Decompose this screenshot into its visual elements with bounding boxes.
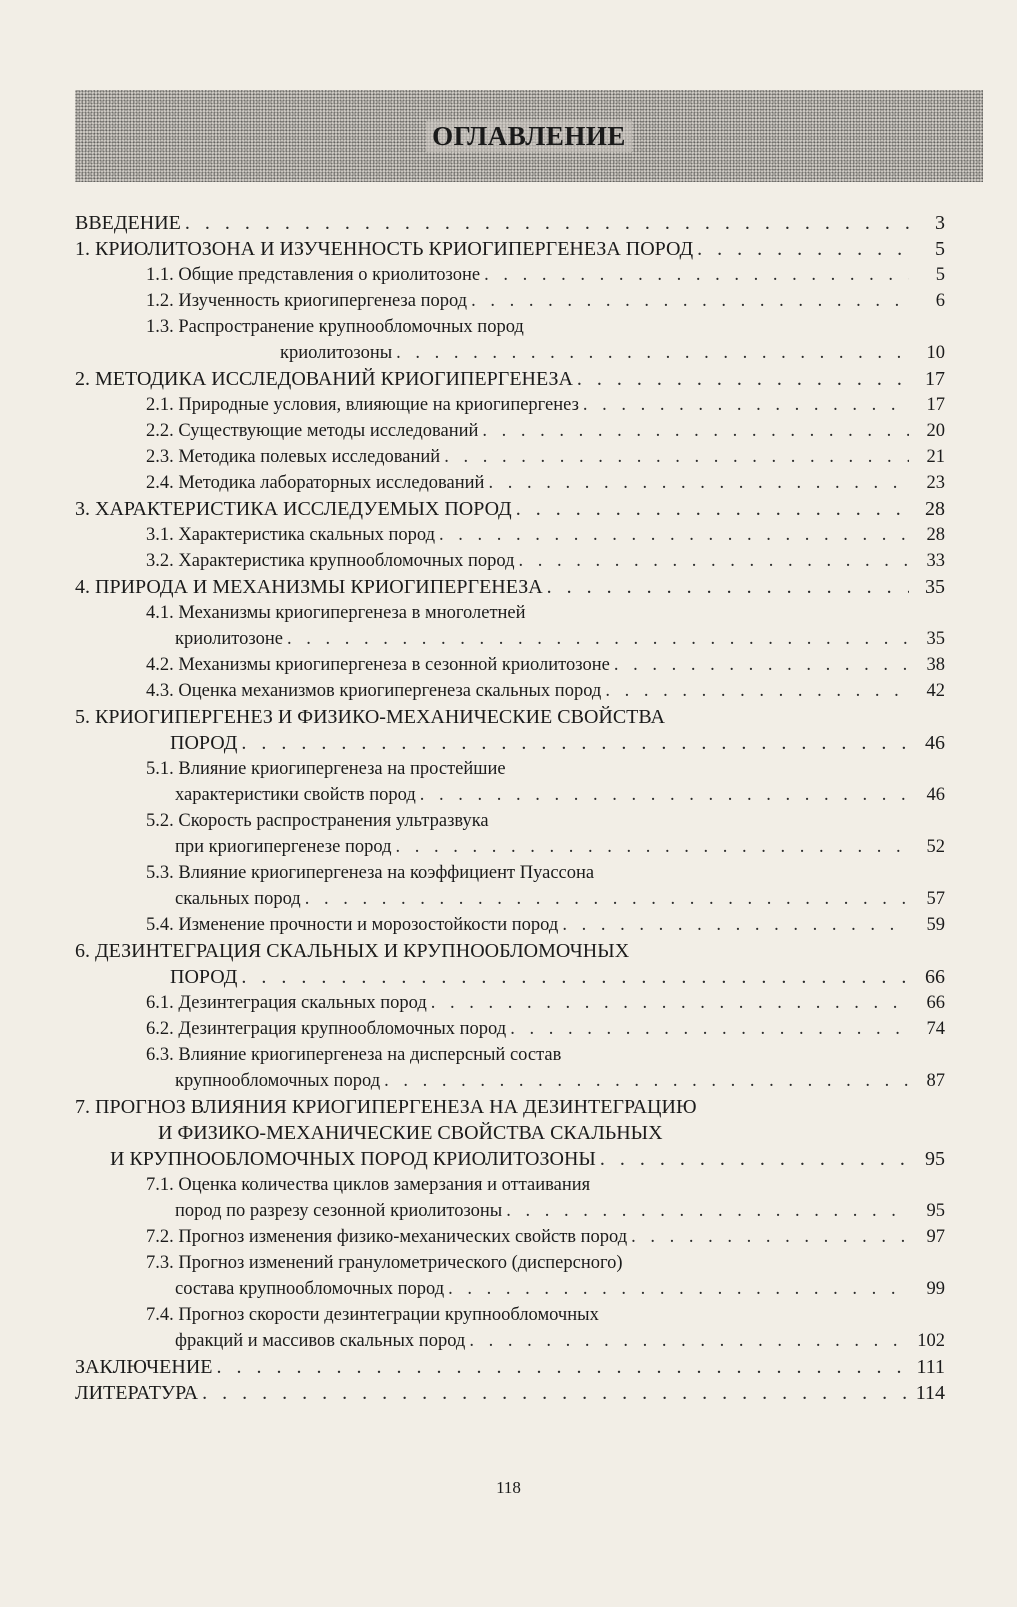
- toc-entry-title: фракций и массивов скальных пород: [175, 1331, 466, 1351]
- toc-entry-title: ВВЕДЕНИЕ: [75, 212, 181, 234]
- toc-entry-title: 4.1. Механизмы криогипергенеза в многолетней: [146, 603, 526, 623]
- toc-entry-title: 6.3. Влияние криогипергенеза на дисперсный состав: [146, 1045, 562, 1065]
- toc-page-number: 74: [926, 1019, 945, 1039]
- dot-leader: [444, 444, 909, 470]
- toc-entry-title: ЗАКЛЮЧЕНИЕ: [75, 1356, 213, 1378]
- dot-leader: [614, 652, 909, 678]
- toc-page-number: 52: [926, 837, 945, 857]
- toc-page-number: 102: [917, 1331, 945, 1351]
- toc-section-entry[interactable]: [75, 1016, 945, 1042]
- toc-page-number: 66: [925, 966, 945, 988]
- toc-page-number: 46: [926, 785, 945, 805]
- toc-section-entry[interactable]: [75, 548, 945, 574]
- toc-entry-title: И ФИЗИКО-МЕХАНИЧЕСКИЕ СВОЙСТВА СКАЛЬНЫХ: [158, 1122, 663, 1144]
- dot-leader: [484, 262, 909, 288]
- toc-entry-title: 3. ХАРАКТЕРИСТИКА ИССЛЕДУЕМЫХ ПОРОД: [75, 498, 512, 520]
- toc-chapter-entry[interactable]: [75, 1380, 945, 1406]
- toc-section-entry[interactable]: [75, 418, 945, 444]
- toc-page-number: 17: [925, 368, 945, 390]
- toc-section-entry[interactable]: [75, 1302, 945, 1354]
- dot-leader: [605, 678, 909, 704]
- toc-page-number: 97: [926, 1227, 945, 1247]
- toc-section-entry[interactable]: [75, 470, 945, 496]
- toc-section-entry[interactable]: [75, 990, 945, 1016]
- toc-entry-title: 1. КРИОЛИТОЗОНА И ИЗУЧЕННОСТЬ КРИОГИПЕРГЕНЕЗА ПОРОД: [75, 238, 694, 260]
- table-of-contents: [75, 210, 945, 1406]
- dot-leader: [510, 1016, 909, 1042]
- toc-page-number: 35: [926, 629, 945, 649]
- toc-chapter-entry[interactable]: [75, 210, 945, 236]
- toc-section-entry[interactable]: [75, 1250, 945, 1302]
- toc-chapter-entry[interactable]: [75, 574, 945, 600]
- dot-leader: [396, 340, 909, 366]
- toc-page-number: 35: [925, 576, 945, 598]
- toc-entry-title: криолитозоне: [175, 629, 283, 649]
- toc-entry-title: 5.4. Изменение прочности и морозостойкости пород: [146, 915, 559, 935]
- toc-entry-title: 2.3. Методика полевых исследований: [146, 447, 441, 467]
- dot-leader: [241, 730, 909, 756]
- dot-leader: [482, 418, 909, 444]
- toc-page-number: 46: [925, 732, 945, 754]
- dot-leader: [216, 1354, 909, 1380]
- toc-entry-title: характеристики свойств пород: [175, 785, 416, 805]
- toc-entry-title: 2.2. Существующие методы исследований: [146, 421, 479, 441]
- toc-chapter-entry[interactable]: [75, 1354, 945, 1380]
- dot-leader: [471, 288, 909, 314]
- toc-entry-title: пород по разрезу сезонной криолитозоны: [175, 1201, 503, 1221]
- dot-leader: [697, 236, 909, 262]
- toc-entry-title: 4.3. Оценка механизмов криогипергенеза скальных пород: [146, 681, 602, 701]
- toc-entry-title: 1.3. Распространение крупнообломочных пород: [146, 317, 524, 337]
- toc-section-entry[interactable]: [75, 392, 945, 418]
- toc-entry-title: криолитозоны: [280, 343, 393, 363]
- toc-section-entry[interactable]: [75, 314, 945, 366]
- toc-entry-title: И КРУПНООБЛОМОЧНЫХ ПОРОД КРИОЛИТОЗОНЫ: [110, 1148, 596, 1170]
- dot-leader: [516, 496, 909, 522]
- toc-page-number: 6: [935, 291, 945, 311]
- toc-page-number: 10: [926, 343, 945, 363]
- toc-entry-title: ПОРОД: [170, 732, 238, 754]
- toc-page-number: 87: [926, 1071, 945, 1091]
- toc-entry-title: 2. МЕТОДИКА ИССЛЕДОВАНИЙ КРИОГИПЕРГЕНЕЗА: [75, 368, 573, 390]
- toc-entry-title: 7.3. Прогноз изменений гранулометрического (дисперсного): [146, 1253, 623, 1273]
- dot-leader: [439, 522, 909, 548]
- toc-entry-title: 5. КРИОГИПЕРГЕНЕЗ И ФИЗИКО-МЕХАНИЧЕСКИЕ СВОЙСТВА: [75, 706, 665, 728]
- title-banner: [75, 90, 983, 182]
- toc-page-number: 33: [926, 551, 945, 571]
- toc-page-number: 20: [926, 421, 945, 441]
- dot-leader: [469, 1328, 909, 1354]
- dot-leader: [241, 964, 909, 990]
- toc-entry-title: 6.1. Дезинтеграция скальных пород: [146, 993, 427, 1013]
- toc-section-entry[interactable]: [75, 678, 945, 704]
- toc-section-entry[interactable]: [75, 1224, 945, 1250]
- dot-leader: [518, 548, 909, 574]
- toc-chapter-entry[interactable]: [75, 496, 945, 522]
- toc-page-number: 59: [926, 915, 945, 935]
- toc-entry-title: 5.3. Влияние криогипергенеза на коэффициент Пуассона: [146, 863, 595, 883]
- dot-leader: [448, 1276, 909, 1302]
- toc-section-entry[interactable]: [75, 522, 945, 548]
- dot-leader: [583, 392, 909, 418]
- toc-entry-title: 3.1. Характеристика скальных пород: [146, 525, 436, 545]
- toc-entry-title: 1.2. Изученность криогипергенеза пород: [146, 291, 468, 311]
- toc-page-number: 3: [935, 212, 945, 234]
- dot-leader: [420, 782, 909, 808]
- toc-page-number: 99: [926, 1279, 945, 1299]
- toc-entry-title: крупнообломочных пород: [175, 1071, 381, 1091]
- toc-entry-title: 2.1. Природные условия, влияющие на криогипергенез: [146, 395, 579, 415]
- dot-leader: [185, 210, 909, 236]
- toc-entry-title: 7. ПРОГНОЗ ВЛИЯНИЯ КРИОГИПЕРГЕНЕЗА НА ДЕЗИНТЕГРАЦИЮ: [75, 1096, 697, 1118]
- toc-entry-title: 6.2. Дезинтеграция крупнообломочных пород: [146, 1019, 507, 1039]
- toc-page-number: 21: [926, 447, 945, 467]
- toc-entry-title: 5.2. Скорость распространения ультразвука: [146, 811, 489, 831]
- toc-entry-title: 2.4. Методика лабораторных исследований: [146, 473, 485, 493]
- toc-page-number: 57: [926, 889, 945, 909]
- toc-entry-title: состава крупнообломочных пород: [175, 1279, 445, 1299]
- dot-leader: [506, 1198, 909, 1224]
- toc-entry-title: 7.2. Прогноз изменения физико-механических свойств пород: [146, 1227, 628, 1247]
- toc-chapter-entry[interactable]: [75, 704, 945, 756]
- toc-chapter-entry[interactable]: [75, 1094, 945, 1172]
- toc-page-number: 17: [926, 395, 945, 415]
- toc-page-number: 28: [926, 525, 945, 545]
- dot-leader: [547, 574, 909, 600]
- toc-entry-title: 1.1. Общие представления о криолитозоне: [146, 265, 481, 285]
- toc-page-number: 42: [926, 681, 945, 701]
- toc-page-number: 5: [935, 238, 945, 260]
- toc-section-entry[interactable]: [75, 1172, 945, 1224]
- dot-leader: [305, 886, 909, 912]
- dot-leader: [488, 470, 909, 496]
- dot-leader: [395, 834, 909, 860]
- toc-page-number: 95: [925, 1148, 945, 1170]
- toc-entry-title: 7.4. Прогноз скорости дезинтеграции крупнообломочных: [146, 1305, 599, 1325]
- dot-leader: [577, 366, 909, 392]
- toc-entry-title: 6. ДЕЗИНТЕГРАЦИЯ СКАЛЬНЫХ И КРУПНООБЛОМОЧНЫХ: [75, 940, 630, 962]
- toc-entry-title: 7.1. Оценка количества циклов замерзания и оттаивания: [146, 1175, 591, 1195]
- dot-leader: [631, 1224, 909, 1250]
- toc-page-number: 95: [926, 1201, 945, 1221]
- toc-page-number: 28: [925, 498, 945, 520]
- toc-section-entry[interactable]: [75, 262, 945, 288]
- toc-entry-title: скальных пород: [175, 889, 301, 909]
- toc-page-number: 111: [916, 1356, 945, 1378]
- toc-page-number: 5: [935, 265, 945, 285]
- toc-section-entry[interactable]: [75, 808, 945, 860]
- toc-page-number: 23: [926, 473, 945, 493]
- toc-entry-title: ПОРОД: [170, 966, 238, 988]
- dot-leader: [202, 1380, 909, 1406]
- toc-section-entry[interactable]: [75, 288, 945, 314]
- toc-section-entry[interactable]: [75, 860, 945, 912]
- toc-page-number: 114: [915, 1382, 945, 1404]
- toc-chapter-entry[interactable]: [75, 366, 945, 392]
- dot-leader: [431, 990, 909, 1016]
- toc-section-entry[interactable]: [75, 652, 945, 678]
- dot-leader: [384, 1068, 909, 1094]
- toc-page-number: 66: [926, 993, 945, 1013]
- page-number: 118: [496, 1478, 521, 1497]
- toc-entry-title: 4.2. Механизмы криогипергенеза в сезонной криолитозоне: [146, 655, 610, 675]
- toc-section-entry[interactable]: [75, 1042, 945, 1094]
- toc-chapter-entry[interactable]: [75, 938, 945, 990]
- toc-entry-title: 3.2. Характеристика крупнообломочных пород: [146, 551, 515, 571]
- toc-page-number: 38: [926, 655, 945, 675]
- toc-chapter-entry[interactable]: [75, 236, 945, 262]
- toc-section-entry[interactable]: [75, 756, 945, 808]
- toc-section-entry[interactable]: [75, 912, 945, 938]
- dot-leader: [600, 1146, 909, 1172]
- toc-section-entry[interactable]: [75, 600, 945, 652]
- toc-entry-title: при криогипергенезе пород: [175, 837, 392, 857]
- toc-section-entry[interactable]: [75, 444, 945, 470]
- toc-entry-title: ЛИТЕРАТУРА: [75, 1382, 199, 1404]
- toc-entry-title: 4. ПРИРОДА И МЕХАНИЗМЫ КРИОГИПЕРГЕНЕЗА: [75, 576, 543, 598]
- toc-entry-title: 5.1. Влияние криогипергенеза на простейшие: [146, 759, 506, 779]
- dot-leader: [287, 626, 909, 652]
- page-title: ОГЛАВЛЕНИЕ: [426, 121, 632, 152]
- dot-leader: [562, 912, 909, 938]
